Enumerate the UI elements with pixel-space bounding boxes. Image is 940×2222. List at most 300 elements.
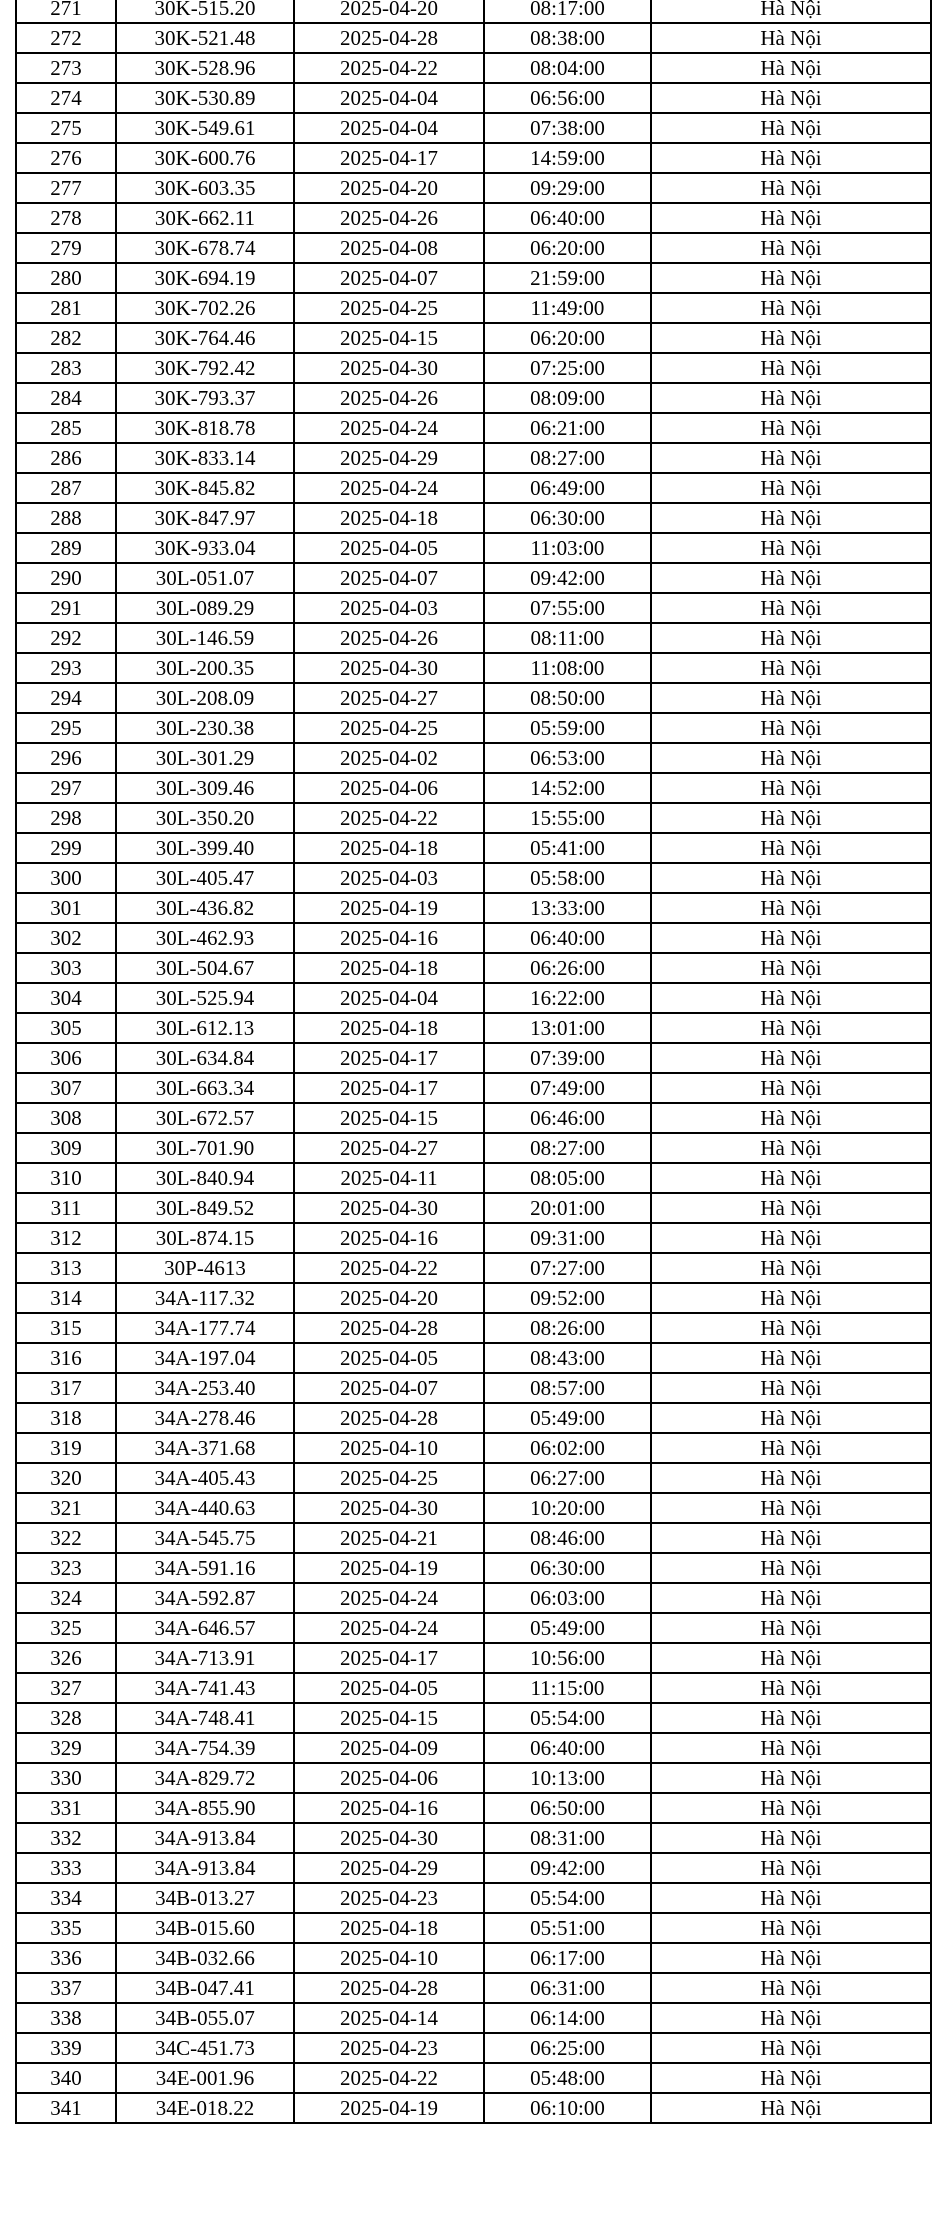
cell-time: 05:51:00 [484, 1913, 651, 1943]
cell-plate: 34A-197.04 [116, 1343, 294, 1373]
cell-no: 312 [16, 1223, 116, 1253]
cell-location: Hà Nội [651, 353, 931, 383]
cell-no: 291 [16, 593, 116, 623]
cell-plate: 34A-440.63 [116, 1493, 294, 1523]
cell-date: 2025-04-10 [294, 1943, 484, 1973]
cell-location: Hà Nội [651, 1133, 931, 1163]
cell-date: 2025-04-25 [294, 1463, 484, 1493]
cell-no: 292 [16, 623, 116, 653]
table-row [16, 1583, 931, 1613]
cell-plate: 30L-840.94 [116, 1163, 294, 1193]
cell-no: 319 [16, 1433, 116, 1463]
cell-plate: 34B-013.27 [116, 1883, 294, 1913]
cell-location: Hà Nội [651, 1463, 931, 1493]
cell-date: 2025-04-26 [294, 203, 484, 233]
cell-date: 2025-04-28 [294, 1973, 484, 2003]
cell-no: 315 [16, 1313, 116, 1343]
cell-date: 2025-04-30 [294, 1193, 484, 1223]
cell-location: Hà Nội [651, 383, 931, 413]
cell-plate: 30L-612.13 [116, 1013, 294, 1043]
cell-no: 330 [16, 1763, 116, 1793]
cell-plate: 34A-913.84 [116, 1853, 294, 1883]
cell-plate: 30K-521.48 [116, 23, 294, 53]
cell-date: 2025-04-07 [294, 563, 484, 593]
cell-plate: 30L-663.34 [116, 1073, 294, 1103]
cell-date: 2025-04-17 [294, 1073, 484, 1103]
cell-time: 06:27:00 [484, 1463, 651, 1493]
cell-date: 2025-04-23 [294, 1883, 484, 1913]
table-row [16, 143, 931, 173]
cell-time: 11:15:00 [484, 1673, 651, 1703]
cell-plate: 30K-933.04 [116, 533, 294, 563]
cell-plate: 34E-001.96 [116, 2063, 294, 2093]
cell-location: Hà Nội [651, 863, 931, 893]
cell-plate: 34A-754.39 [116, 1733, 294, 1763]
cell-location: Hà Nội [651, 1433, 931, 1463]
cell-plate: 30L-874.15 [116, 1223, 294, 1253]
cell-time: 11:49:00 [484, 293, 651, 323]
cell-location: Hà Nội [651, 173, 931, 203]
table-row [16, 1133, 931, 1163]
cell-date: 2025-04-18 [294, 1913, 484, 1943]
cell-no: 309 [16, 1133, 116, 1163]
cell-plate: 34A-177.74 [116, 1313, 294, 1343]
cell-plate: 34A-371.68 [116, 1433, 294, 1463]
table-row [16, 1673, 931, 1703]
cell-time: 09:31:00 [484, 1223, 651, 1253]
cell-time: 06:30:00 [484, 1553, 651, 1583]
cell-plate: 30K-845.82 [116, 473, 294, 503]
cell-no: 282 [16, 323, 116, 353]
cell-no: 277 [16, 173, 116, 203]
cell-location: Hà Nội [651, 1613, 931, 1643]
cell-date: 2025-04-16 [294, 1793, 484, 1823]
cell-plate: 34B-055.07 [116, 2003, 294, 2033]
cell-plate: 34E-018.22 [116, 2093, 294, 2123]
table-row [16, 473, 931, 503]
cell-location: Hà Nội [651, 803, 931, 833]
cell-time: 06:02:00 [484, 1433, 651, 1463]
table-row [16, 593, 931, 623]
cell-date: 2025-04-24 [294, 473, 484, 503]
cell-time: 07:25:00 [484, 353, 651, 383]
table-row [16, 0, 931, 23]
cell-no: 337 [16, 1973, 116, 2003]
table-row [16, 923, 931, 953]
cell-date: 2025-04-24 [294, 413, 484, 443]
cell-location: Hà Nội [651, 1343, 931, 1373]
cell-plate: 34A-253.40 [116, 1373, 294, 1403]
cell-no: 328 [16, 1703, 116, 1733]
cell-plate: 30L-504.67 [116, 953, 294, 983]
cell-date: 2025-04-06 [294, 773, 484, 803]
cell-no: 289 [16, 533, 116, 563]
cell-date: 2025-04-25 [294, 293, 484, 323]
table-row [16, 1043, 931, 1073]
cell-location: Hà Nội [651, 1823, 931, 1853]
cell-date: 2025-04-27 [294, 683, 484, 713]
table-row [16, 1163, 931, 1193]
cell-time: 05:58:00 [484, 863, 651, 893]
cell-location: Hà Nội [651, 713, 931, 743]
cell-no: 314 [16, 1283, 116, 1313]
violation-table-container [15, 0, 930, 2124]
table-row [16, 1883, 931, 1913]
cell-location: Hà Nội [651, 1643, 931, 1673]
cell-no: 301 [16, 893, 116, 923]
cell-date: 2025-04-05 [294, 1343, 484, 1373]
cell-location: Hà Nội [651, 1013, 931, 1043]
cell-plate: 34A-855.90 [116, 1793, 294, 1823]
cell-location: Hà Nội [651, 53, 931, 83]
cell-location: Hà Nội [651, 1103, 931, 1133]
cell-date: 2025-04-20 [294, 1283, 484, 1313]
cell-date: 2025-04-28 [294, 1403, 484, 1433]
cell-plate: 34B-015.60 [116, 1913, 294, 1943]
cell-location: Hà Nội [651, 1373, 931, 1403]
cell-no: 324 [16, 1583, 116, 1613]
table-row [16, 113, 931, 143]
cell-plate: 30K-603.35 [116, 173, 294, 203]
cell-plate: 30L-230.38 [116, 713, 294, 743]
cell-time: 06:25:00 [484, 2033, 651, 2063]
cell-no: 288 [16, 503, 116, 533]
table-row [16, 1943, 931, 1973]
table-row [16, 1973, 931, 2003]
table-row [16, 953, 931, 983]
cell-date: 2025-04-30 [294, 353, 484, 383]
cell-no: 331 [16, 1793, 116, 1823]
cell-time: 06:31:00 [484, 1973, 651, 2003]
cell-no: 334 [16, 1883, 116, 1913]
cell-plate: 30L-301.29 [116, 743, 294, 773]
cell-time: 08:50:00 [484, 683, 651, 713]
cell-location: Hà Nội [651, 1283, 931, 1313]
cell-plate: 30K-833.14 [116, 443, 294, 473]
cell-location: Hà Nội [651, 623, 931, 653]
cell-location: Hà Nội [651, 743, 931, 773]
cell-location: Hà Nội [651, 533, 931, 563]
cell-time: 06:40:00 [484, 923, 651, 953]
table-row [16, 1223, 931, 1253]
cell-no: 320 [16, 1463, 116, 1493]
cell-no: 333 [16, 1853, 116, 1883]
cell-location: Hà Nội [651, 263, 931, 293]
table-row [16, 1343, 931, 1373]
cell-date: 2025-04-14 [294, 2003, 484, 2033]
table-row [16, 383, 931, 413]
cell-time: 07:49:00 [484, 1073, 651, 1103]
cell-location: Hà Nội [651, 23, 931, 53]
cell-date: 2025-04-07 [294, 1373, 484, 1403]
cell-no: 325 [16, 1613, 116, 1643]
cell-date: 2025-04-21 [294, 1523, 484, 1553]
table-row [16, 1853, 931, 1883]
cell-location: Hà Nội [651, 1583, 931, 1613]
cell-no: 329 [16, 1733, 116, 1763]
cell-location: Hà Nội [651, 1253, 931, 1283]
cell-no: 304 [16, 983, 116, 1013]
table-row [16, 563, 931, 593]
table-row [16, 533, 931, 563]
table-row [16, 173, 931, 203]
cell-time: 06:17:00 [484, 1943, 651, 1973]
cell-no: 305 [16, 1013, 116, 1043]
table-row [16, 1463, 931, 1493]
cell-location: Hà Nội [651, 893, 931, 923]
table-row [16, 2033, 931, 2063]
cell-time: 06:26:00 [484, 953, 651, 983]
cell-time: 05:49:00 [484, 1403, 651, 1433]
cell-no: 303 [16, 953, 116, 983]
cell-time: 06:14:00 [484, 2003, 651, 2033]
cell-no: 308 [16, 1103, 116, 1133]
cell-no: 306 [16, 1043, 116, 1073]
cell-time: 08:38:00 [484, 23, 651, 53]
cell-time: 06:21:00 [484, 413, 651, 443]
table-row [16, 713, 931, 743]
cell-date: 2025-04-08 [294, 233, 484, 263]
cell-plate: 30L-208.09 [116, 683, 294, 713]
cell-no: 284 [16, 383, 116, 413]
cell-location: Hà Nội [651, 2063, 931, 2093]
cell-plate: 30K-678.74 [116, 233, 294, 263]
table-row [16, 203, 931, 233]
cell-date: 2025-04-22 [294, 1253, 484, 1283]
cell-no: 294 [16, 683, 116, 713]
cell-location: Hà Nội [651, 1313, 931, 1343]
table-row [16, 1253, 931, 1283]
cell-date: 2025-04-05 [294, 1673, 484, 1703]
cell-date: 2025-04-28 [294, 1313, 484, 1343]
cell-plate: 30L-849.52 [116, 1193, 294, 1223]
cell-time: 07:39:00 [484, 1043, 651, 1073]
cell-date: 2025-04-05 [294, 533, 484, 563]
cell-plate: 30K-694.19 [116, 263, 294, 293]
cell-location: Hà Nội [651, 413, 931, 443]
table-row [16, 1403, 931, 1433]
cell-time: 06:50:00 [484, 1793, 651, 1823]
cell-location: Hà Nội [651, 1793, 931, 1823]
cell-no: 274 [16, 83, 116, 113]
table-row [16, 773, 931, 803]
cell-location: Hà Nội [651, 113, 931, 143]
table-row [16, 653, 931, 683]
cell-time: 10:56:00 [484, 1643, 651, 1673]
cell-time: 15:55:00 [484, 803, 651, 833]
cell-date: 2025-04-03 [294, 863, 484, 893]
cell-location: Hà Nội [651, 1703, 931, 1733]
cell-location: Hà Nội [651, 1193, 931, 1223]
cell-time: 06:46:00 [484, 1103, 651, 1133]
cell-plate: 34C-451.73 [116, 2033, 294, 2063]
cell-date: 2025-04-15 [294, 1103, 484, 1133]
cell-location: Hà Nội [651, 653, 931, 683]
cell-no: 321 [16, 1493, 116, 1523]
cell-date: 2025-04-02 [294, 743, 484, 773]
cell-date: 2025-04-26 [294, 623, 484, 653]
cell-plate: 30K-600.76 [116, 143, 294, 173]
cell-date: 2025-04-18 [294, 1013, 484, 1043]
table-row [16, 623, 931, 653]
cell-location: Hà Nội [651, 1853, 931, 1883]
cell-time: 05:59:00 [484, 713, 651, 743]
cell-time: 09:42:00 [484, 1853, 651, 1883]
cell-date: 2025-04-20 [294, 0, 484, 23]
cell-plate: 34A-713.91 [116, 1643, 294, 1673]
cell-time: 08:27:00 [484, 1133, 651, 1163]
cell-time: 06:03:00 [484, 1583, 651, 1613]
cell-date: 2025-04-06 [294, 1763, 484, 1793]
cell-time: 06:56:00 [484, 83, 651, 113]
cell-date: 2025-04-09 [294, 1733, 484, 1763]
cell-plate: 30L-399.40 [116, 833, 294, 863]
cell-location: Hà Nội [651, 1043, 931, 1073]
cell-plate: 34A-545.75 [116, 1523, 294, 1553]
cell-date: 2025-04-22 [294, 803, 484, 833]
cell-date: 2025-04-17 [294, 143, 484, 173]
cell-no: 336 [16, 1943, 116, 1973]
cell-location: Hà Nội [651, 233, 931, 263]
cell-no: 293 [16, 653, 116, 683]
cell-time: 07:38:00 [484, 113, 651, 143]
cell-plate: 30K-662.11 [116, 203, 294, 233]
cell-location: Hà Nội [651, 1403, 931, 1433]
cell-location: Hà Nội [651, 1973, 931, 2003]
cell-date: 2025-04-22 [294, 53, 484, 83]
cell-location: Hà Nội [651, 1913, 931, 1943]
cell-time: 14:59:00 [484, 143, 651, 173]
cell-plate: 34B-032.66 [116, 1943, 294, 1973]
cell-time: 06:20:00 [484, 233, 651, 263]
cell-plate: 30L-462.93 [116, 923, 294, 953]
cell-plate: 30L-672.57 [116, 1103, 294, 1133]
table-row [16, 1763, 931, 1793]
cell-no: 332 [16, 1823, 116, 1853]
cell-date: 2025-04-23 [294, 2033, 484, 2063]
cell-date: 2025-04-18 [294, 953, 484, 983]
table-row [16, 1073, 931, 1103]
table-row [16, 1493, 931, 1523]
table-row [16, 53, 931, 83]
cell-no: 341 [16, 2093, 116, 2123]
cell-location: Hà Nội [651, 1763, 931, 1793]
cell-date: 2025-04-30 [294, 653, 484, 683]
cell-location: Hà Nội [651, 143, 931, 173]
cell-plate: 34A-592.87 [116, 1583, 294, 1613]
cell-date: 2025-04-24 [294, 1583, 484, 1613]
table-row [16, 2063, 931, 2093]
cell-no: 299 [16, 833, 116, 863]
cell-plate: 30K-530.89 [116, 83, 294, 113]
cell-location: Hà Nội [651, 1223, 931, 1253]
cell-no: 296 [16, 743, 116, 773]
cell-location: Hà Nội [651, 203, 931, 233]
cell-time: 05:49:00 [484, 1613, 651, 1643]
table-row [16, 2093, 931, 2123]
cell-location: Hà Nội [651, 983, 931, 1013]
cell-no: 323 [16, 1553, 116, 1583]
table-row [16, 353, 931, 383]
cell-no: 339 [16, 2033, 116, 2063]
cell-time: 09:52:00 [484, 1283, 651, 1313]
table-row [16, 983, 931, 1013]
table-row [16, 1193, 931, 1223]
cell-plate: 30K-818.78 [116, 413, 294, 443]
cell-date: 2025-04-22 [294, 2063, 484, 2093]
cell-no: 275 [16, 113, 116, 143]
cell-location: Hà Nội [651, 1943, 931, 1973]
cell-plate: 30L-405.47 [116, 863, 294, 893]
cell-plate: 34A-591.16 [116, 1553, 294, 1583]
cell-plate: 34A-646.57 [116, 1613, 294, 1643]
cell-no: 307 [16, 1073, 116, 1103]
cell-no: 272 [16, 23, 116, 53]
table-row [16, 1913, 931, 1943]
cell-date: 2025-04-16 [294, 1223, 484, 1253]
cell-plate: 30K-793.37 [116, 383, 294, 413]
cell-no: 326 [16, 1643, 116, 1673]
cell-plate: 30K-528.96 [116, 53, 294, 83]
cell-plate: 34A-117.32 [116, 1283, 294, 1313]
cell-location: Hà Nội [651, 953, 931, 983]
table-row [16, 1103, 931, 1133]
cell-date: 2025-04-26 [294, 383, 484, 413]
cell-plate: 34A-748.41 [116, 1703, 294, 1733]
cell-time: 08:31:00 [484, 1823, 651, 1853]
cell-date: 2025-04-30 [294, 1823, 484, 1853]
cell-plate: 30K-847.97 [116, 503, 294, 533]
table-row [16, 1613, 931, 1643]
cell-time: 06:53:00 [484, 743, 651, 773]
table-row [16, 263, 931, 293]
cell-location: Hà Nội [651, 2093, 931, 2123]
table-row [16, 1823, 931, 1853]
cell-time: 08:11:00 [484, 623, 651, 653]
cell-no: 302 [16, 923, 116, 953]
cell-no: 286 [16, 443, 116, 473]
cell-date: 2025-04-17 [294, 1643, 484, 1673]
cell-time: 13:33:00 [484, 893, 651, 923]
table-body [16, 0, 931, 2123]
cell-time: 10:20:00 [484, 1493, 651, 1523]
cell-location: Hà Nội [651, 293, 931, 323]
cell-time: 08:05:00 [484, 1163, 651, 1193]
cell-no: 285 [16, 413, 116, 443]
cell-location: Hà Nội [651, 1673, 931, 1703]
table-row [16, 323, 931, 353]
cell-no: 317 [16, 1373, 116, 1403]
cell-no: 276 [16, 143, 116, 173]
cell-no: 318 [16, 1403, 116, 1433]
cell-location: Hà Nội [651, 323, 931, 353]
cell-no: 281 [16, 293, 116, 323]
cell-date: 2025-04-04 [294, 83, 484, 113]
cell-no: 313 [16, 1253, 116, 1283]
cell-time: 14:52:00 [484, 773, 651, 803]
cell-location: Hà Nội [651, 1163, 931, 1193]
cell-location: Hà Nội [651, 1493, 931, 1523]
cell-plate: 34B-047.41 [116, 1973, 294, 2003]
cell-plate: 34A-913.84 [116, 1823, 294, 1853]
cell-plate: 30P-4613 [116, 1253, 294, 1283]
cell-date: 2025-04-15 [294, 323, 484, 353]
cell-no: 322 [16, 1523, 116, 1553]
cell-time: 08:04:00 [484, 53, 651, 83]
cell-no: 340 [16, 2063, 116, 2093]
table-row [16, 1433, 931, 1463]
cell-time: 11:08:00 [484, 653, 651, 683]
